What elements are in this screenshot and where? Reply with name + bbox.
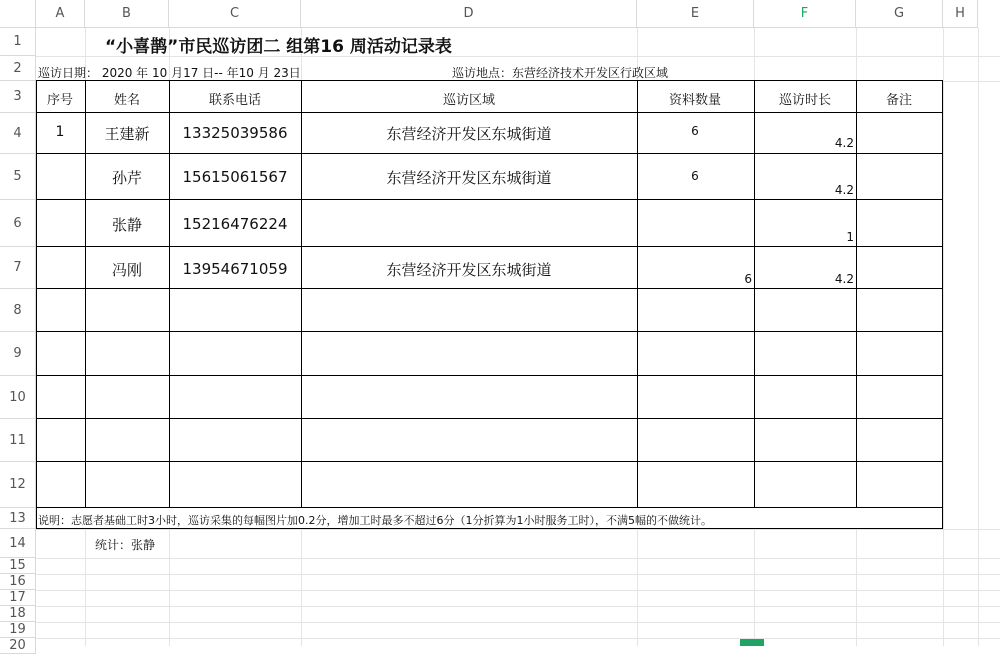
patrol-location: 巡访地点：东营经济技术开发区行政区域 [452, 66, 669, 80]
header-duration: 巡访时长 [778, 93, 832, 108]
table-border [301, 80, 302, 508]
column-header-c[interactable]: C [169, 0, 301, 28]
header-seq: 序号 [46, 93, 74, 108]
row-header-19[interactable]: 19 [0, 622, 36, 638]
patrol-date: 巡访日期： 2020 年 10 月17 日-- 年10 月 23日 [38, 66, 301, 80]
header-name: 姓名 [113, 93, 141, 108]
table-border [856, 80, 857, 508]
record-area: 东营经济开发区东城街道 [386, 169, 552, 187]
row-header-1[interactable]: 1 [0, 28, 36, 56]
gridline [36, 558, 1000, 559]
row-header-17[interactable]: 17 [0, 590, 36, 606]
header-count: 资料数量 [668, 93, 722, 108]
sheet-tab-indicator[interactable] [740, 639, 764, 646]
note-text: 说明：志愿者基础工时3小时，巡访采集的每幅图片加0.2分，增加工时最多不超过6分（1分折算为1小时服务工时），不满5幅的不做统计。 [38, 514, 712, 527]
header-area: 巡访区域 [442, 93, 496, 108]
row-header-18[interactable]: 18 [0, 606, 36, 622]
row-header-8[interactable]: 8 [0, 289, 36, 332]
column-header-d[interactable]: D [301, 0, 637, 28]
record-duration: 4.2 [834, 136, 854, 150]
record-area: 东营经济开发区东城街道 [386, 261, 552, 279]
gridline [36, 529, 1000, 530]
gridline [36, 622, 1000, 623]
header-remark: 备注 [885, 93, 913, 108]
row-header-13[interactable]: 13 [0, 508, 36, 529]
record-phone: 15216476224 [182, 215, 288, 233]
row-header-9[interactable]: 9 [0, 332, 36, 376]
row-header-11[interactable]: 11 [0, 419, 36, 462]
table-border [36, 507, 943, 508]
table-border [36, 418, 943, 419]
sheet-title: “小喜鹊”市民巡访团二 组第16 周活动记录表 [105, 37, 452, 57]
table-border [754, 80, 755, 508]
record-phone: 13325039586 [182, 124, 288, 142]
row-header-2[interactable]: 2 [0, 56, 36, 81]
record-name: 孙芹 [111, 169, 143, 187]
table-border [637, 80, 638, 508]
row-header-10[interactable]: 10 [0, 376, 36, 419]
row-header-6[interactable]: 6 [0, 200, 36, 247]
row-header-20[interactable]: 20 [0, 638, 36, 654]
gridline [36, 606, 1000, 607]
record-duration: 1 [846, 230, 854, 244]
record-name: 张静 [111, 216, 143, 234]
table-border [36, 246, 943, 247]
record-area: 东营经济开发区东城街道 [386, 125, 552, 143]
table-border [36, 288, 943, 289]
record-count: 6 [691, 169, 699, 183]
stat-text: 统计：张静 [95, 538, 156, 552]
record-name: 冯刚 [111, 261, 143, 279]
column-header-h[interactable]: H [943, 0, 978, 28]
table-border [36, 80, 37, 529]
gridline [36, 590, 1000, 591]
record-count: 6 [744, 272, 752, 286]
gridline [943, 28, 944, 646]
table-border [36, 112, 943, 113]
table-border [36, 153, 943, 154]
header-phone: 联系电话 [208, 93, 262, 108]
row-header-7[interactable]: 7 [0, 247, 36, 289]
table-border [36, 461, 943, 462]
column-header-e[interactable]: E [637, 0, 754, 28]
table-border [942, 80, 943, 529]
record-seq: 1 [55, 124, 65, 140]
table-border [36, 331, 943, 332]
column-header-g[interactable]: G [856, 0, 943, 28]
record-duration: 4.2 [834, 183, 854, 197]
row-header-5[interactable]: 5 [0, 154, 36, 200]
record-count: 6 [691, 124, 699, 138]
row-header-12[interactable]: 12 [0, 462, 36, 508]
record-name: 王建新 [104, 125, 150, 143]
gridline [36, 574, 1000, 575]
column-header-b[interactable]: B [85, 0, 169, 28]
row-header-4[interactable]: 4 [0, 113, 36, 154]
table-border [85, 80, 86, 508]
record-duration: 4.2 [834, 272, 854, 286]
row-header-16[interactable]: 16 [0, 574, 36, 590]
select-all-corner[interactable] [0, 0, 36, 28]
gridline [36, 638, 1000, 639]
row-header-14[interactable]: 14 [0, 529, 36, 558]
row-header-3[interactable]: 3 [0, 81, 36, 113]
table-border [36, 375, 943, 376]
gridline [978, 28, 979, 646]
row-header-15[interactable]: 15 [0, 558, 36, 574]
record-phone: 13954671059 [182, 260, 288, 278]
table-border [36, 199, 943, 200]
column-header-f[interactable]: F [754, 0, 856, 28]
table-border [169, 80, 170, 508]
table-border [36, 528, 943, 529]
column-header-a[interactable]: A [36, 0, 85, 28]
record-phone: 15615061567 [182, 168, 288, 186]
